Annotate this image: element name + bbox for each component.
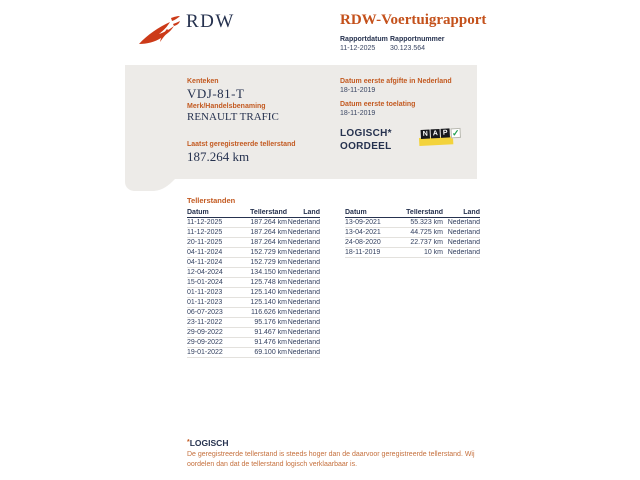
table-row <box>187 318 320 328</box>
table-cell: 19-01-2022 <box>187 349 223 356</box>
oordeel-line1: LOGISCH* <box>340 128 392 139</box>
table-row <box>345 248 480 258</box>
tellerstanden-section-title: Tellerstanden <box>187 196 236 205</box>
table-cell: Nederland <box>287 339 320 346</box>
table-cell: Nederland <box>287 289 320 296</box>
table-row <box>345 218 480 228</box>
table-cell: 18-11-2019 <box>345 249 381 256</box>
table-cell: 01-11-2023 <box>187 299 223 306</box>
table-cell: 29-09-2022 <box>187 329 223 336</box>
table-cell: 06-07-2023 <box>187 309 223 316</box>
table-cell: 29-09-2022 <box>187 339 223 346</box>
nap-check-icon: ✓ <box>451 127 460 139</box>
table-row <box>187 288 320 298</box>
nap-logo <box>419 127 460 149</box>
table-cell: Nederland <box>287 259 320 266</box>
footnote-title-text: LOGISCH <box>189 438 229 448</box>
laatste-tellerstand-label: Laatst geregistreerde tellerstand <box>187 141 296 148</box>
table-cell: 187.264 km <box>250 239 287 246</box>
table-cell: 95.176 km <box>254 319 287 326</box>
table-cell: 23-11-2022 <box>187 319 223 326</box>
eerste-afgifte-value: 18-11-2019 <box>340 87 376 94</box>
kenteken-label: Kenteken <box>187 78 219 85</box>
table-cell: 13-09-2021 <box>345 219 381 226</box>
rdw-wordmark: RDW <box>186 11 235 32</box>
merk-value: RENAULT TRAFIC <box>187 111 279 123</box>
table-row <box>345 228 480 238</box>
table-cell: Nederland <box>287 349 320 356</box>
col-header-land: Land <box>463 208 480 216</box>
table-cell: 11-12-2025 <box>187 229 223 236</box>
table-cell: 01-11-2023 <box>187 289 223 296</box>
table-cell: 116.626 km <box>250 309 287 316</box>
table-cell: Nederland <box>287 329 320 336</box>
report-date-label: Rapportdatum <box>340 36 388 43</box>
table-cell: 20-11-2025 <box>187 239 223 246</box>
table-cell: 13-04-2021 <box>345 229 381 236</box>
table-row <box>187 248 320 258</box>
table-cell: 12-04-2024 <box>187 269 223 276</box>
eerste-toelating-value: 18-11-2019 <box>340 110 376 117</box>
table-cell: 187.264 km <box>250 229 287 236</box>
merk-label: Merk/Handelsbenaming <box>187 103 266 110</box>
table-row <box>187 328 320 338</box>
table-cell: 44.725 km <box>410 229 443 236</box>
table-row <box>187 338 320 348</box>
nap-letter-p: P <box>441 128 450 137</box>
table-cell: 04-11-2024 <box>187 259 223 266</box>
table-cell: 55.323 km <box>410 219 443 226</box>
table-row <box>187 278 320 288</box>
table-cell: 11-12-2025 <box>187 219 223 226</box>
table-cell: Nederland <box>287 239 320 246</box>
report-number-value: 30.123.564 <box>390 45 426 52</box>
eerste-toelating-label: Datum eerste toelating <box>340 101 416 108</box>
table-row <box>187 298 320 308</box>
col-header-datum: Datum <box>187 208 209 216</box>
table-cell: 125.140 km <box>250 299 287 306</box>
table-row <box>187 308 320 318</box>
table-cell: 15-01-2024 <box>187 279 223 286</box>
table-cell: 69.100 km <box>254 349 287 356</box>
table-cell: Nederland <box>287 319 320 326</box>
table-cell: Nederland <box>287 269 320 276</box>
table-cell: 22.737 km <box>410 239 443 246</box>
report-number-label: Rapportnummer <box>390 36 445 43</box>
table-cell: Nederland <box>287 279 320 286</box>
summary-panel-tail <box>125 179 177 192</box>
col-header-tellerstand: Tellerstand <box>250 208 287 216</box>
footnote-title <box>187 438 228 448</box>
col-header-datum: Datum <box>345 208 367 216</box>
rdw-flame-logo-icon <box>137 15 181 48</box>
table-cell: Nederland <box>287 299 320 306</box>
table-header-row <box>187 207 320 218</box>
table-cell: 125.748 km <box>250 279 287 286</box>
tellerstanden-table-left <box>187 207 320 358</box>
tellerstanden-table-right <box>345 207 480 258</box>
laatste-tellerstand-value: 187.264 km <box>187 149 250 164</box>
table-cell: Nederland <box>447 249 480 256</box>
col-header-land: Land <box>303 208 320 216</box>
table-cell: Nederland <box>447 229 480 236</box>
table-row <box>187 348 320 358</box>
table-cell: 91.476 km <box>254 339 287 346</box>
oordeel-text <box>340 127 392 153</box>
table-header-row <box>345 207 480 218</box>
table-row <box>187 228 320 238</box>
table-cell: Nederland <box>287 219 320 226</box>
table-cell: 04-11-2024 <box>187 249 223 256</box>
table-cell: Nederland <box>287 229 320 236</box>
report-date-value: 11-12-2025 <box>340 45 376 52</box>
table-cell: Nederland <box>287 309 320 316</box>
table-cell: 152.729 km <box>250 259 287 266</box>
table-row <box>187 238 320 248</box>
page-title: RDW-Voertuigrapport <box>340 12 487 28</box>
nap-letter-a: A <box>431 129 440 138</box>
eerste-afgifte-label: Datum eerste afgifte in Nederland <box>340 78 452 85</box>
table-row <box>187 258 320 268</box>
table-cell: 10 km <box>423 249 443 256</box>
table-row <box>187 268 320 278</box>
kenteken-value: VDJ-81-T <box>187 86 245 101</box>
table-cell: 91.467 km <box>254 329 287 336</box>
footnote-star: * <box>187 439 190 446</box>
table-cell: Nederland <box>287 249 320 256</box>
table-cell: 152.729 km <box>250 249 287 256</box>
table-cell: 134.150 km <box>250 269 287 276</box>
table-cell: 187.264 km <box>250 219 287 226</box>
table-cell: 24-08-2020 <box>345 239 381 246</box>
footnote-text: De geregistreerde tellerstand is steeds hoger dan de daarvoor geregistreerde tellerstand. Wij oordelen dan dat de tellerstand logisch verklaarbaar is. <box>187 451 475 468</box>
table-cell: 125.140 km <box>250 289 287 296</box>
table-row <box>187 218 320 228</box>
table-cell: Nederland <box>447 219 480 226</box>
table-row <box>345 238 480 248</box>
table-cell: Nederland <box>447 239 480 246</box>
oordeel-line2: OORDEEL <box>340 141 392 152</box>
col-header-tellerstand: Tellerstand <box>406 208 443 216</box>
nap-letter-n: N <box>421 129 430 138</box>
